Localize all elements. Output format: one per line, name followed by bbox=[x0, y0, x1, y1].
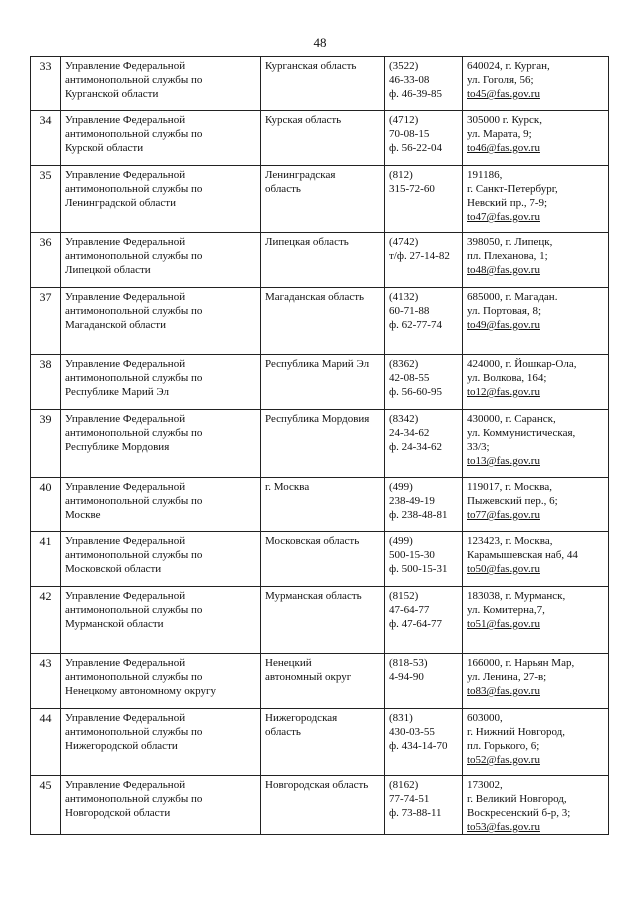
address-line: Пыжевский пер., 6; bbox=[467, 495, 558, 507]
office-name-line: антимонопольной службы по bbox=[65, 549, 203, 561]
address-cell bbox=[463, 57, 609, 111]
phone-line: ф. 434-14-70 bbox=[389, 740, 448, 752]
office-name-cell bbox=[61, 410, 261, 478]
phone-line: (8152) bbox=[389, 590, 419, 602]
table-row bbox=[31, 410, 609, 478]
address-line: Невский пр., 7-9; bbox=[467, 197, 548, 209]
office-name-line: антимонопольной службы по bbox=[65, 74, 203, 86]
address-line: 398050, г. Липецк, bbox=[467, 236, 553, 248]
email-link[interactable]: to52@fas.gov.ru bbox=[467, 754, 540, 766]
phones-cell bbox=[385, 410, 463, 478]
table-row bbox=[31, 709, 609, 776]
address-line: 33/3; bbox=[467, 441, 490, 453]
address-line: ул. Марата, 9; bbox=[467, 128, 532, 140]
table-row bbox=[31, 478, 609, 532]
phone-line: ф. 500-15-31 bbox=[389, 563, 448, 575]
office-name-line: Управление Федеральной bbox=[65, 358, 186, 370]
row-number: 43 bbox=[31, 654, 61, 709]
office-name-line: Управление Федеральной bbox=[65, 60, 186, 72]
address-cell bbox=[463, 587, 609, 654]
phones-cell bbox=[385, 776, 463, 835]
office-name-line: Ленинградской области bbox=[65, 197, 176, 209]
office-name-cell bbox=[61, 654, 261, 709]
region-cell bbox=[261, 654, 385, 709]
address-line: 424000, г. Йошкар-Ола, bbox=[467, 358, 577, 370]
row-number: 33 bbox=[31, 57, 61, 111]
phones-cell bbox=[385, 478, 463, 532]
phone-line: (4742) bbox=[389, 236, 419, 248]
office-name-line: антимонопольной службы по bbox=[65, 250, 203, 262]
phone-line: 46-33-08 bbox=[389, 74, 430, 86]
office-name-cell bbox=[61, 587, 261, 654]
phone-line: 60-71-88 bbox=[389, 305, 430, 317]
page-number: 48 bbox=[313, 35, 327, 50]
table-row bbox=[31, 355, 609, 410]
office-name-line: антимонопольной службы по bbox=[65, 128, 203, 140]
email-link[interactable]: to77@fas.gov.ru bbox=[467, 509, 540, 521]
phones-cell bbox=[385, 288, 463, 355]
address-line: 305000 г. Курск, bbox=[467, 114, 543, 126]
region-cell bbox=[261, 709, 385, 776]
office-name-line: антимонопольной службы по bbox=[65, 372, 203, 384]
address-line: 430000, г. Саранск, bbox=[467, 413, 556, 425]
office-name-line: Управление Федеральной bbox=[65, 413, 186, 425]
address-cell bbox=[463, 111, 609, 166]
office-name-line: Новгородской области bbox=[65, 807, 171, 819]
region-line: Ненецкий bbox=[265, 657, 312, 669]
phones-cell bbox=[385, 654, 463, 709]
phone-line: (8342) bbox=[389, 413, 419, 425]
office-name-line: антимонопольной службы по bbox=[65, 427, 203, 439]
phone-line: 77-74-51 bbox=[389, 793, 430, 805]
office-name-line: Республике Марий Эл bbox=[65, 386, 169, 398]
office-name-line: Управление Федеральной bbox=[65, 657, 186, 669]
address-line: ул. Коммунистическая, bbox=[467, 427, 576, 439]
region-cell bbox=[261, 111, 385, 166]
region-line: Липецкая область bbox=[265, 236, 349, 248]
phones-cell bbox=[385, 57, 463, 111]
region-cell bbox=[261, 166, 385, 233]
row-number: 45 bbox=[31, 776, 61, 835]
phone-line: (3522) bbox=[389, 60, 419, 72]
phone-line: 238-49-19 bbox=[389, 495, 435, 507]
address-line: 119017, г. Москва, bbox=[467, 481, 553, 493]
row-number: 39 bbox=[31, 410, 61, 478]
row-number: 41 bbox=[31, 532, 61, 587]
email-link[interactable]: to53@fas.gov.ru bbox=[467, 821, 540, 833]
region-cell bbox=[261, 478, 385, 532]
phone-line: ф. 46-39-85 bbox=[389, 88, 442, 100]
address-cell bbox=[463, 776, 609, 835]
address-line: 685000, г. Магадан. bbox=[467, 291, 558, 303]
region-cell bbox=[261, 355, 385, 410]
table-row bbox=[31, 532, 609, 587]
email-link[interactable]: to13@fas.gov.ru bbox=[467, 455, 540, 467]
office-name-line: Управление Федеральной bbox=[65, 712, 186, 724]
office-name-line: Управление Федеральной bbox=[65, 779, 186, 791]
email-link[interactable]: to50@fas.gov.ru bbox=[467, 563, 540, 575]
office-name-line: Республике Мордовия bbox=[65, 441, 170, 453]
office-name-cell bbox=[61, 532, 261, 587]
phone-line: ф. 47-64-77 bbox=[389, 618, 442, 630]
region-cell bbox=[261, 233, 385, 288]
address-line: 640024, г. Курган, bbox=[467, 60, 550, 72]
row-number: 38 bbox=[31, 355, 61, 410]
office-name-line: Управление Федеральной bbox=[65, 481, 186, 493]
office-name-cell bbox=[61, 111, 261, 166]
address-line: ул. Ленина, 27-в; bbox=[467, 671, 547, 683]
phone-line: (8362) bbox=[389, 358, 419, 370]
address-line: Карамышевская наб, 44 bbox=[467, 549, 578, 561]
address-line: ул. Комитерна,7, bbox=[467, 604, 545, 616]
table-row bbox=[31, 587, 609, 654]
office-name-line: Московской области bbox=[65, 563, 162, 575]
address-cell bbox=[463, 709, 609, 776]
table-row bbox=[31, 166, 609, 233]
region-line: Ленинградская bbox=[265, 169, 336, 181]
email-link[interactable]: to49@fas.gov.ru bbox=[467, 319, 540, 331]
office-name-line: антимонопольной службы по bbox=[65, 671, 203, 683]
phone-line: 430-03-55 bbox=[389, 726, 435, 738]
office-name-line: Липецкой области bbox=[65, 264, 151, 276]
address-cell bbox=[463, 166, 609, 233]
table-row bbox=[31, 111, 609, 166]
address-line: г. Великий Новгород, bbox=[467, 793, 567, 805]
phone-line: 315-72-60 bbox=[389, 183, 435, 195]
address-line: г. Нижний Новгород, bbox=[467, 726, 566, 738]
office-name-line: антимонопольной службы по bbox=[65, 305, 203, 317]
region-line: Курганская область bbox=[265, 60, 357, 72]
region-line: г. Москва bbox=[265, 481, 310, 493]
phone-line: (4132) bbox=[389, 291, 419, 303]
email-link[interactable]: to83@fas.gov.ru bbox=[467, 685, 540, 697]
phone-line: (831) bbox=[389, 712, 413, 724]
office-name-cell bbox=[61, 709, 261, 776]
region-cell bbox=[261, 776, 385, 835]
office-name-line: Управление Федеральной bbox=[65, 236, 186, 248]
phone-line: (499) bbox=[389, 481, 413, 493]
phones-cell bbox=[385, 355, 463, 410]
region-line: Магаданская область bbox=[265, 291, 365, 303]
table-row bbox=[31, 776, 609, 835]
address-line: 123423, г. Москва, bbox=[467, 535, 553, 547]
address-cell bbox=[463, 233, 609, 288]
table-row bbox=[31, 288, 609, 355]
office-name-line: Управление Федеральной bbox=[65, 169, 186, 181]
office-name-cell bbox=[61, 355, 261, 410]
office-name-line: антимонопольной службы по bbox=[65, 726, 203, 738]
address-line: 183038, г. Мурманск, bbox=[467, 590, 566, 602]
phone-line: 42-08-55 bbox=[389, 372, 430, 384]
phone-line: ф. 62-77-74 bbox=[389, 319, 442, 331]
office-name-cell bbox=[61, 288, 261, 355]
address-line: 166000, г. Нарьян Мар, bbox=[467, 657, 575, 669]
region-line: Республика Мордовия bbox=[265, 413, 370, 425]
address-line: ул. Гоголя, 56; bbox=[467, 74, 534, 86]
phone-line: 47-64-77 bbox=[389, 604, 430, 616]
address-line: пл. Горького, 6; bbox=[467, 740, 540, 752]
region-line: автономный округ bbox=[265, 671, 352, 683]
phone-line: ф. 56-60-95 bbox=[389, 386, 442, 398]
phone-line: 70-08-15 bbox=[389, 128, 430, 140]
office-name-line: Управление Федеральной bbox=[65, 590, 186, 602]
phones-cell bbox=[385, 709, 463, 776]
address-line: 191186, bbox=[467, 169, 503, 181]
phones-cell bbox=[385, 111, 463, 166]
office-name-cell bbox=[61, 57, 261, 111]
office-name-line: Управление Федеральной bbox=[65, 114, 186, 126]
office-name-line: Курской области bbox=[65, 142, 144, 154]
office-name-line: Нижегородской области bbox=[65, 740, 178, 752]
address-line: ул. Портовая, 8; bbox=[467, 305, 542, 317]
address-cell bbox=[463, 355, 609, 410]
phones-cell bbox=[385, 166, 463, 233]
phone-line: т/ф. 27-14-82 bbox=[389, 250, 450, 262]
address-line: 173002, bbox=[467, 779, 503, 791]
phone-line: (8162) bbox=[389, 779, 419, 791]
row-number: 34 bbox=[31, 111, 61, 166]
region-cell bbox=[261, 57, 385, 111]
phone-line: 24-34-62 bbox=[389, 427, 430, 439]
phone-line: ф. 73-88-11 bbox=[389, 807, 442, 819]
phone-line: 4-94-90 bbox=[389, 671, 424, 683]
address-line: Воскресенский б-р, 3; bbox=[467, 807, 571, 819]
phone-line: (812) bbox=[389, 169, 413, 181]
email-link[interactable]: to46@fas.gov.ru bbox=[467, 142, 540, 154]
office-name-line: Магаданской области bbox=[65, 319, 166, 331]
email-link[interactable]: to51@fas.gov.ru bbox=[467, 618, 540, 630]
phone-line: 500-15-30 bbox=[389, 549, 435, 561]
region-line: Мурманская область bbox=[265, 590, 362, 602]
region-line: область bbox=[265, 183, 301, 195]
region-line: Курская область bbox=[265, 114, 342, 126]
phone-line: ф. 24-34-62 bbox=[389, 441, 442, 453]
office-name-line: антимонопольной службы по bbox=[65, 183, 203, 195]
email-link[interactable]: to45@fas.gov.ru bbox=[467, 88, 540, 100]
phone-line: ф. 56-22-04 bbox=[389, 142, 442, 154]
region-cell bbox=[261, 587, 385, 654]
row-number: 40 bbox=[31, 478, 61, 532]
table-row bbox=[31, 233, 609, 288]
address-line: ул. Волкова, 164; bbox=[467, 372, 547, 384]
address-cell bbox=[463, 288, 609, 355]
email-link[interactable]: to12@fas.gov.ru bbox=[467, 386, 540, 398]
phones-cell bbox=[385, 532, 463, 587]
office-name-cell bbox=[61, 166, 261, 233]
table-row bbox=[31, 57, 609, 111]
region-cell bbox=[261, 532, 385, 587]
office-name-line: Курганской области bbox=[65, 88, 159, 100]
region-line: Нижегородская bbox=[265, 712, 338, 724]
address-line: пл. Плеханова, 1; bbox=[467, 250, 548, 262]
region-cell bbox=[261, 288, 385, 355]
phone-line: ф. 238-48-81 bbox=[389, 509, 448, 521]
address-cell bbox=[463, 532, 609, 587]
office-name-line: Управление Федеральной bbox=[65, 291, 186, 303]
office-name-cell bbox=[61, 776, 261, 835]
phone-line: (499) bbox=[389, 535, 413, 547]
office-name-line: антимонопольной службы по bbox=[65, 604, 203, 616]
office-name-line: антимонопольной службы по bbox=[65, 495, 203, 507]
row-number: 44 bbox=[31, 709, 61, 776]
region-line: Республика Марий Эл bbox=[265, 358, 370, 370]
office-name-line: Ненецкому автономному округу bbox=[65, 685, 216, 697]
email-link[interactable]: to47@fas.gov.ru bbox=[467, 211, 540, 223]
row-number: 36 bbox=[31, 233, 61, 288]
office-name-cell bbox=[61, 478, 261, 532]
office-name-cell bbox=[61, 233, 261, 288]
email-link[interactable]: to48@fas.gov.ru bbox=[467, 264, 540, 276]
office-name-line: Мурманской области bbox=[65, 618, 164, 630]
phone-line: (4712) bbox=[389, 114, 419, 126]
region-line: область bbox=[265, 726, 301, 738]
phones-cell bbox=[385, 587, 463, 654]
office-name-line: антимонопольной службы по bbox=[65, 793, 203, 805]
office-name-line: Москве bbox=[65, 509, 101, 521]
address-line: 603000, bbox=[467, 712, 503, 724]
region-cell bbox=[261, 410, 385, 478]
address-line: г. Санкт-Петербург, bbox=[467, 183, 558, 195]
row-number: 42 bbox=[31, 587, 61, 654]
row-number: 35 bbox=[31, 166, 61, 233]
table-row bbox=[31, 654, 609, 709]
fas-offices-table bbox=[30, 56, 609, 835]
phones-cell bbox=[385, 233, 463, 288]
address-cell bbox=[463, 410, 609, 478]
region-line: Московская область bbox=[265, 535, 360, 547]
address-cell bbox=[463, 478, 609, 532]
address-cell bbox=[463, 654, 609, 709]
office-name-line: Управление Федеральной bbox=[65, 535, 186, 547]
region-line: Новгородская область bbox=[265, 779, 369, 791]
phone-line: (818-53) bbox=[389, 657, 428, 669]
row-number: 37 bbox=[31, 288, 61, 355]
